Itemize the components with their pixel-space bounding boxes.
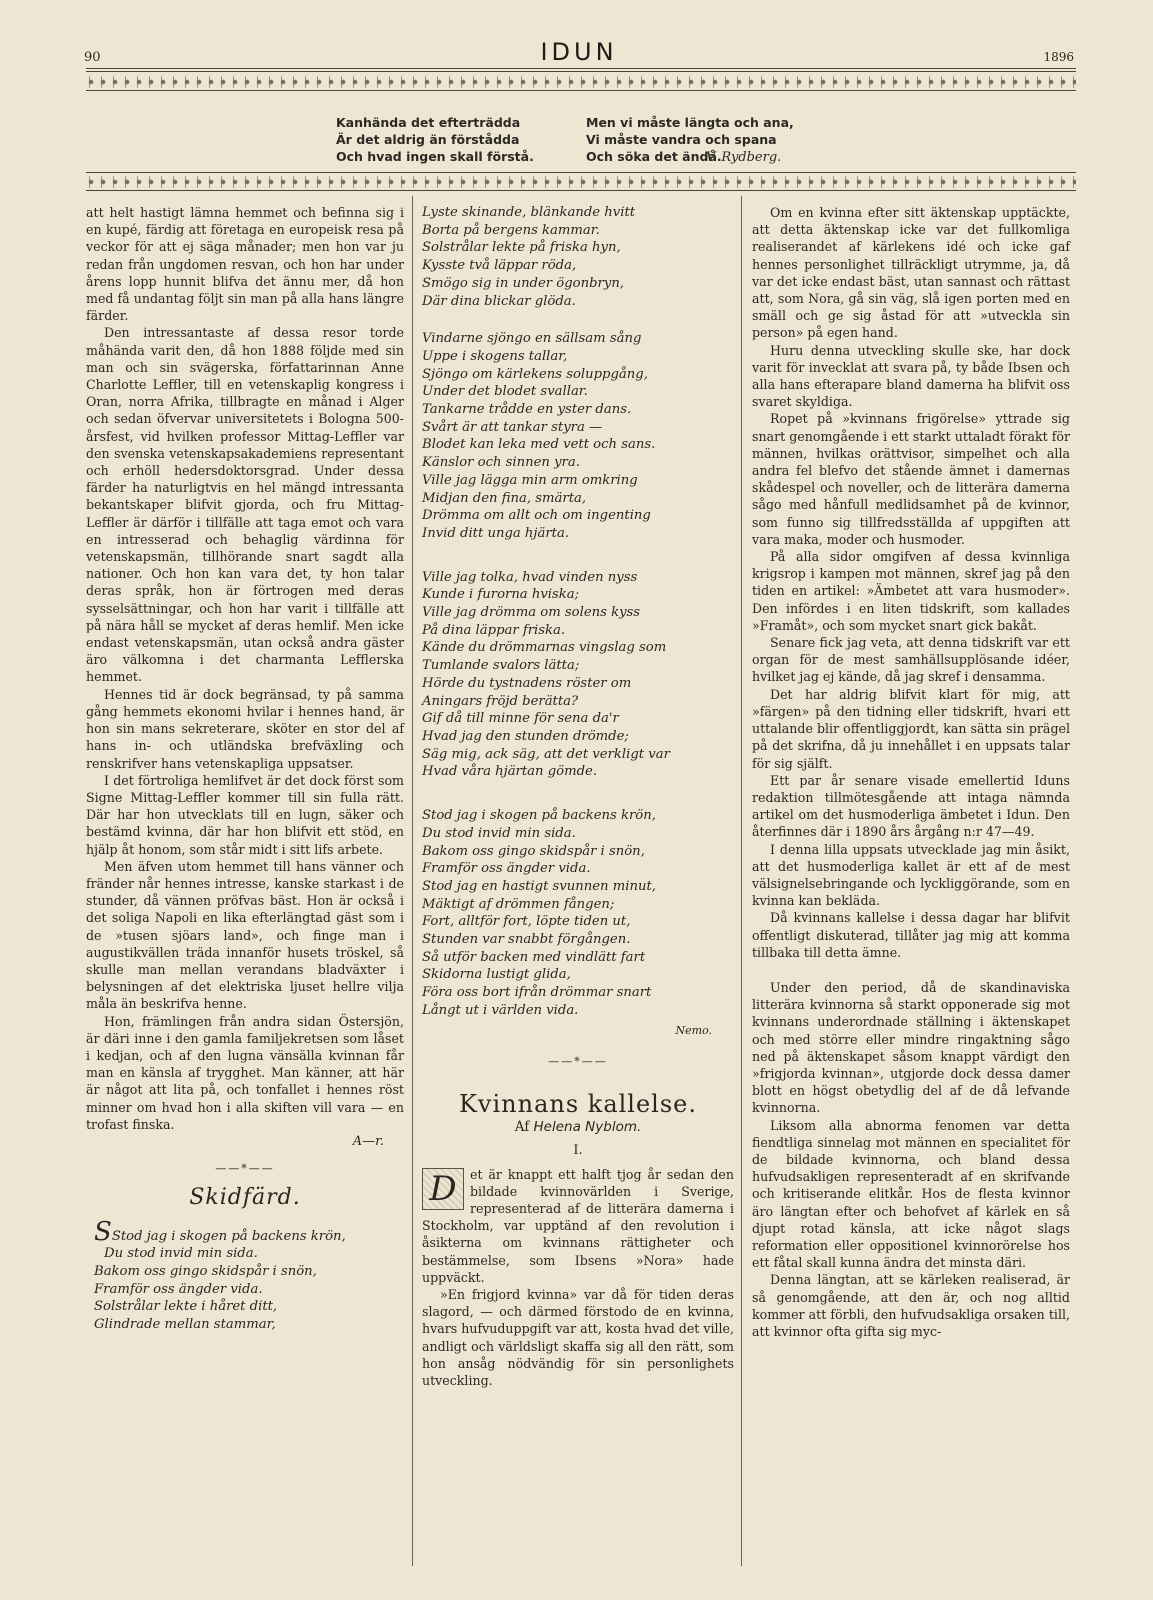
poem-line: Framför oss ängder vida. (94, 1281, 263, 1297)
poem-line: Midjan den fina, smärta, (422, 490, 587, 506)
poem-line: Svårt är att tankar styra — (422, 419, 603, 435)
paragraph: Ropet på »kvinnans frigörelse» yttrade sig snart genomgående i ett starkt uttaladt förakt för männen, hvilkas orättvisor, simpelhet och alla andra fel blefvo det stående ämnet i damernas skådespel och noveller, och de litterära damerna sågo med hånfull medlidsamhet på de kvinnor, som funno sig tillfredsställda af uppgiften att vara maka, moder och husmoder. (752, 411, 1070, 547)
section-number: I. (573, 1143, 583, 1159)
epigraph-line: Vi måste vandra och spana (586, 132, 777, 147)
poem-stanza (422, 204, 734, 310)
poem-line: Tankarne trådde en yster dans. (422, 402, 632, 418)
epigraph-left (336, 114, 534, 165)
header-rule (86, 68, 1076, 69)
paragraph: att helt hastigt lämna hemmet och befinna sig i en kupé, färdig att företaga en europeisk resa på veckor för att ej säga månader; men hon var ju redan från ungdomen resvan, och hon har under årens lopp hunnit blifva det ännu mer, då hon med få undantag följt sin man på alla hans längre färder. (86, 205, 404, 324)
poem-title: Skidfärd. (189, 1185, 301, 1211)
poem-line: Så utför backen med vindlätt fart (422, 949, 646, 965)
poem-line: Bakom oss gingo skidspår i snön, (94, 1263, 317, 1279)
byline-author: Helena Nyblom. (533, 1119, 642, 1136)
poem-stanza (422, 807, 734, 1019)
column-divider (412, 196, 413, 1566)
masthead: IDUN (540, 38, 618, 66)
drop-cap: D (422, 1168, 464, 1210)
paragraph: Under den period, då de skandinaviska litterära kvinnorna så starkt opponerade sig mot kvinnans underordnade ställning i äktenskapet och med större eller mindre ringaktning sågo ned på äktenskapet såsom knappt värdigt den »frigjorda kvinnan», utgjorde dock dessa damer blott en högst obetydlig del af de då lefvande kvinnorna. (752, 979, 1070, 1116)
page-header (84, 38, 1074, 68)
epigraph-signature: V. Rydberg. (706, 150, 782, 165)
paragraph: Denna längtan, att se kärleken realiserad, är så genomgående, att den är, och nog alltid kommer att förbli, den hufvudsakliga orsaken till, att kvinnor ofta gifta sig myc- (752, 1272, 1070, 1339)
poem-line: Lyste skinande, blänkande hvitt (422, 205, 636, 220)
poem-line: Ville jag tolka, hvad vinden nyss (422, 569, 638, 585)
paragraph: »En frigjord kvinna» var då för tiden deras slagord, — och därmed förstodo de en kvinna, hvars hufvuduppgift var att, kosta hvad det ville, andligt och världsligt skaffa sig all den rätt, som hon ansåg nödvändig för sin personlighets utveckling. (422, 1286, 735, 1388)
poem-line: Under det blodet svallar. (422, 384, 588, 400)
poem-line: Skidorna lustigt glida, (422, 967, 571, 983)
poem-line: Solstrålar lekte i håret ditt, (94, 1299, 278, 1315)
poem-line: Uppe i skogens tallar, (422, 348, 568, 364)
ornament-border-mid (86, 176, 1076, 188)
poem-signature: Nemo. (675, 1023, 712, 1037)
byline (422, 1119, 734, 1136)
article-title: Kvinnans kallelse. (458, 1089, 698, 1118)
poem-line: Borta på bergens kammar. (422, 222, 600, 238)
poem-line: Glindrade mellan stammar, (94, 1317, 276, 1333)
poem-line: På dina läppar friska. (422, 622, 566, 638)
section-rule (86, 172, 1076, 173)
ornament-border-top (86, 76, 1076, 88)
poem-line: Vindarne sjöngo en sällsam sång (422, 331, 642, 347)
poem-line: Du stod invid min sida. (104, 1246, 258, 1262)
separator: ——*—— (215, 1162, 275, 1176)
poem-line: Känslor och sinnen yra. (422, 455, 580, 471)
page-number: 90 (84, 50, 101, 65)
poem-line: Stod jag en hastigt svunnen minut, (422, 878, 656, 894)
spacer (752, 961, 1070, 979)
epigraph-line: Och hvad ingen skall förstå. (336, 149, 534, 164)
year: 1896 (1043, 50, 1074, 64)
poem-line: Där dina blickar glöda. (422, 293, 576, 309)
paragraph: Men äfven utom hemmet till hans vänner och fränder når hennes intresse, kanske starkast i de stunder, då vännen pröfvas bäst. Hon är också i det soliga Napoli en lika efterlängtad gäst som i de »tusen sjöars land», och finge man i augustikvällen träda innanför husets tröskel, så skulle man mellan verandans bladväxter i belysningen af det elektriska ljuset hellre vilja måla än beskrifva henne. (86, 858, 404, 1012)
poem-line: Fort, alltför fort, löpte tiden ut, (422, 914, 631, 930)
paragraph: Det har aldrig blifvit klart för mig, att »färgen» på den tidning eller tidskrift, hvari ett uttalande blir offentliggjordt, kan sätta sin prägel på det skrifna, då ju innehållet i en uppsats talar för sig själft. (752, 686, 1070, 771)
paragraph: På alla sidor omgifven af dessa kvinnliga krigsrop i kampen mot männen, skref jag på den tiden en artikel: »Ämbetet att vara husmoder». Den infördes i en liten tidskrift, som kallades »Framåt», och som mycket snart gick bakåt. (752, 549, 1070, 633)
column-1 (86, 204, 404, 1334)
poem-line: Hvad jag den stunden drömde; (422, 728, 629, 744)
paragraph: Om en kvinna efter sitt äktenskap upptäckte, att detta äktenskap icke var det fullkomliga realiserandet af kärlekens idé och icke gaf hennes personlighet tillräckligt utrymme, ja, då var det icke endast bäst, utan sannast och rättast att, som Nora, gå sin väg, slå igen porten med en smäll och ge sig åstad för att »utveckla sin person» på egen hand. (752, 205, 1070, 341)
paragraph: I det förtroliga hemlifvet är det dock först som Signe Mittag-Leffler kommer till sin fulla rätt. Där har hon utvecklats till en lugn, säker och bestämd kvinna, där har hon blifvit ett stöd, en hjälp åt honom, som står midt i sitt lifs arbete. (86, 772, 404, 857)
header-rule-3 (86, 90, 1076, 91)
epigraph-line: Men vi måste längta och ana, (586, 115, 794, 130)
poem-line: Hvad våra hjärtan gömde. (422, 764, 598, 780)
paragraph: Liksom alla abnorma fenomen var detta fiendtliga sinnelag mot männen en specialitet för de bildade kvinnorna, och bland dessa hufvudsakligen representeradt af en skrifvande och kritiserande elitkår. Hos de flesta kvinnor äro längtan efter och behofvet af kärlek en så djupt rotad känsla, att icke något slags reformation eller oppositionel kvinnorörelse hos ett fåtal skall kunna ändra det minsta däri. (752, 1117, 1070, 1271)
byline-prefix: Af (514, 1119, 530, 1136)
paragraph: Den intressantaste af dessa resor torde måhända varit den, då hon 1888 följde med sin man och sin svägerska, författarinnan Anne Charlotte Leffler, till en vetenskaplig kongress i Oran, norra Afrika, tillbragte en månad i Alger och sedan öfvervar universitetets i Bologna 500-årsfest, vid hvilken professor Mittag-Leffler var den svenska vetenskapsakademiens representant och erhöll hedersdoktorsgrad. Under dessa färder ha naturligtvis en hel mängd intressanta bekantskaper blifvit gjorda, och fru Mittag-Leffler är därför i tillfälle att taga emot och vara en intresserad och behaglig värdinna för vetenskapsmän, tillhörande snart sagdt alla nationer. Och hon kan vara det, ty hon talar deras språk, hon är förtrogen med deras sysselsättningar, och hon har varit i tillfälle att på nära håll se mycket af deras hemlif. Men icke endast vetenskapsmän, utan också andra gäster äro välkomna i det charmanta Lefflerska hemmet. (86, 325, 404, 685)
section-rule-2 (86, 190, 1076, 191)
poem-line: Framför oss ängder vida. (422, 861, 591, 877)
poem-line: Aningars fröjd berätta? (422, 693, 579, 709)
poem-line-text: Stod jag i skogen på backens krön, (111, 1228, 346, 1244)
paragraph (422, 1166, 734, 1286)
poem-stanza (422, 330, 734, 542)
separator: ——*—— (548, 1054, 608, 1068)
paragraph-text: et är knappt ett halft tjog år sedan den bildade kvinnovärlden i Sverige, representerad af de litterära damerna i Stockholm, var upptänd af den revolution i åsikterna om kvinnans rättigheter och bestämmelse, som Ibsens »Nora» hade uppväckt. (422, 1166, 734, 1285)
poem-line: Säg mig, ack säg, att det verkligt var (422, 746, 670, 762)
header-rule-2 (86, 71, 1076, 72)
poem-stanza (422, 569, 734, 781)
column-divider (741, 196, 742, 1566)
poem-line: Långt ut i världen vida. (422, 1002, 579, 1018)
paragraph: Huru denna utveckling skulle ske, har dock varit för invecklat att svara på, ty både Ibsen och alla hans efterapare bland damerna ha blifvit oss svaret skyldiga. (752, 342, 1070, 410)
poem-line: Sjöngo om kärlekens soluppgång, (422, 366, 648, 382)
poem-line: Invid ditt unga hjärta. (422, 525, 570, 541)
column-2 (422, 204, 734, 1389)
poem-line: Drömma om allt och om ingenting (422, 508, 651, 524)
poem-line: Stunden var snabbt förgången. (422, 932, 631, 948)
poem-line (86, 1216, 404, 1247)
paragraph: Ett par år senare visade emellertid Iduns redaktion tillmötesgående att intaga nämnda artikel om det husmoderliga ämbetet i Idun. Den återfinnes där i 1890 års årgång n:r 47—49. (752, 772, 1070, 840)
epigraph-line: Och söka det ändå. (586, 149, 722, 164)
poem-line: Kände du drömmarnas vingslag som (422, 640, 667, 656)
poem-line: Stod jag i skogen på backens krön, (422, 808, 656, 824)
poem-line: Du stod invid min sida. (422, 825, 576, 841)
epigraph-line: Kanhända det efterträdda (336, 115, 521, 130)
poem-line: Tumlande svalors lätta; (422, 658, 580, 674)
poem-line: Kysste två läppar röda, (422, 258, 577, 274)
poem-initial: S (94, 1216, 112, 1247)
paragraph: Hennes tid är dock begränsad, ty på samma gång hemmets ekonomi hvilar i hennes hand, är hon sin mans sekreterare, sköter en stor del af hans in- och utländska brefväxling och renskrifver hans vetenskapliga uppsatser. (86, 686, 404, 771)
poem-line: Mäktigt af drömmen fången; (422, 896, 615, 912)
poem-line: Gif då till minne för sena da'r (422, 711, 619, 727)
poem-line: Smögo sig in under ögonbryn, (422, 275, 624, 291)
poem-line: Kunde i furorna hviska; (422, 587, 580, 603)
poem-line: Bakom oss gingo skidspår i snön, (422, 843, 645, 859)
paragraph: Hon, främlingen från andra sidan Östersjön, är däri inne i den gamla familjekretsen som låset i kedjan, och af den lugna vänsälla kvinnan får man en känsla af trygghet. Man känner, att här är något att lita på, och tonfallet i hennes röst minner om hvad hon i alla skiften vill vara — en trofast finska. (86, 1013, 404, 1132)
poem-line: Solstrålar lekte på friska hyn, (422, 240, 621, 256)
poem-line: Hörde du tystnadens röster om (422, 675, 632, 691)
poem-line: Föra oss bort ifrån drömmar snart (422, 985, 652, 1001)
column-3 (752, 204, 1070, 1340)
paragraph: I denna lilla uppsats utvecklade jag min åsikt, att det husmoderliga kallet är ett af de mest välsignelsebringande och lyckliggörande, som en kvinna kan bekläda. (752, 841, 1070, 909)
epigraph-line: Är det aldrig än förstådda (336, 132, 520, 147)
paragraph: Då kvinnans kallelse i dessa dagar har blifvit offentligt diskuterad, tillåter jag mig att komma tillbaka till detta ämne. (752, 910, 1070, 960)
poem-line: Blodet kan leka med vett och sans. (422, 437, 656, 453)
poem-line: Ville jag drömma om solens kyss (422, 605, 641, 621)
paragraph: Senare fick jag veta, att denna tidskrift var ett organ för de mest samhällsupplösande idéer, hvilket jag ej kände, då jag skref i densamma. (752, 635, 1070, 685)
article-signature: A—r. (352, 1133, 384, 1149)
poem-line: Ville jag lägga min arm omkring (422, 472, 638, 488)
